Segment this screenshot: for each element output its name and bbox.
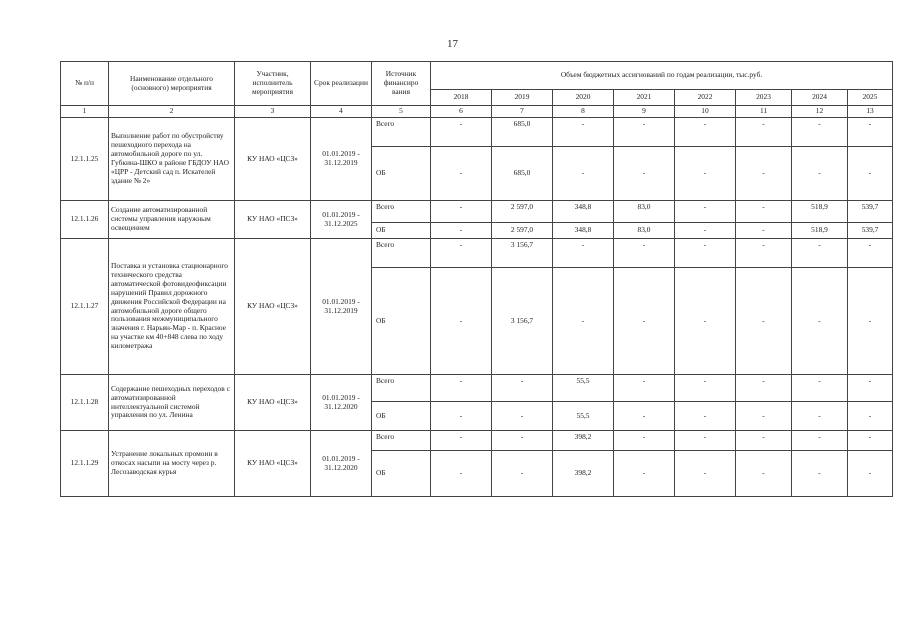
budget-value: - (736, 201, 792, 223)
budget-value: - (431, 239, 492, 268)
budget-value: - (675, 431, 736, 451)
budget-value: - (792, 239, 848, 268)
implementation-period: 01.01.2019 - 31.12.2020 (311, 431, 372, 497)
column-number: 10 (675, 106, 736, 118)
budget-value: - (675, 223, 736, 239)
budget-value: - (792, 402, 848, 431)
budget-value: - (736, 431, 792, 451)
budget-value: 55,5 (553, 402, 614, 431)
budget-value: 83,0 (614, 223, 675, 239)
column-number: 13 (848, 106, 893, 118)
budget-value: - (736, 268, 792, 375)
budget-value: - (431, 375, 492, 402)
budget-value: - (492, 402, 553, 431)
budget-value: - (614, 118, 675, 147)
funding-source: Всего (372, 118, 431, 147)
funding-source: ОБ (372, 402, 431, 431)
budget-value: - (614, 431, 675, 451)
budget-value: - (431, 223, 492, 239)
budget-value: - (736, 239, 792, 268)
budget-value: - (431, 402, 492, 431)
column-number: 8 (553, 106, 614, 118)
budget-value: - (736, 147, 792, 201)
table-row (61, 201, 893, 223)
budget-value: - (848, 118, 893, 147)
budget-value: - (431, 451, 492, 497)
implementation-period: 01.01.2019 - 31.12.2019 (311, 239, 372, 375)
budget-value: 398,2 (553, 431, 614, 451)
budget-value: - (792, 431, 848, 451)
activity-name: Поставка и установка стационарного технического средства автоматической фотовидеофиксации нарушений Правил дорожного движения Российской Федерации на автомобильной дороге общего пользования межмуниципального значения г. Нарьян-Мар - п. Красное на участке км 40+848 слева по ходу километража (109, 239, 235, 375)
column-number: 11 (736, 106, 792, 118)
budget-value: - (736, 375, 792, 402)
header-year-2020: 2020 (553, 90, 614, 106)
implementation-period: 01.01.2019 - 31.12.2020 (311, 375, 372, 431)
column-number: 6 (431, 106, 492, 118)
funding-source: ОБ (372, 268, 431, 375)
budget-value: - (431, 118, 492, 147)
budget-value: - (848, 147, 893, 201)
budget-value: - (792, 375, 848, 402)
header-year-2021: 2021 (614, 90, 675, 106)
table-header (61, 62, 893, 118)
implementation-period: 01.01.2019 - 31.12.2025 (311, 201, 372, 239)
budget-value: - (614, 147, 675, 201)
activity-name: Устранение локальных промоин в откосах насыпи на мосту через р. Лесозаводская курья (109, 431, 235, 497)
row-number: 12.1.1.29 (61, 431, 109, 497)
row-number: 12.1.1.28 (61, 375, 109, 431)
funding-source: Всего (372, 431, 431, 451)
budget-value: 3 156,7 (492, 268, 553, 375)
header-year-2023: 2023 (736, 90, 792, 106)
column-number: 5 (372, 106, 431, 118)
budget-value: - (675, 451, 736, 497)
column-number: 4 (311, 106, 372, 118)
budget-value: - (792, 451, 848, 497)
participant: КУ НАО «ЦСЗ» (235, 239, 311, 375)
funding-source: ОБ (372, 451, 431, 497)
budget-value: - (431, 201, 492, 223)
budget-value: - (553, 268, 614, 375)
header-year-2018: 2018 (431, 90, 492, 106)
implementation-period: 01.01.2019 - 31.12.2019 (311, 118, 372, 201)
budget-value: 685,0 (492, 118, 553, 147)
budget-value: - (736, 118, 792, 147)
budget-value: - (848, 451, 893, 497)
column-number: 12 (792, 106, 848, 118)
header-name: Наименование отдельного (основного) мероприятия (109, 62, 235, 106)
budget-value: - (553, 147, 614, 201)
table-row (61, 239, 893, 268)
funding-source: ОБ (372, 147, 431, 201)
budget-value: - (431, 147, 492, 201)
budget-value: 518,9 (792, 201, 848, 223)
budget-value: - (614, 268, 675, 375)
budget-value: - (614, 402, 675, 431)
budget-value: - (792, 118, 848, 147)
budget-value: - (675, 147, 736, 201)
row-number: 12.1.1.27 (61, 239, 109, 375)
budget-value: 685,0 (492, 147, 553, 201)
budget-value: - (614, 451, 675, 497)
funding-source: Всего (372, 239, 431, 268)
funding-source: ОБ (372, 223, 431, 239)
budget-value: - (848, 375, 893, 402)
header-year-2019: 2019 (492, 90, 553, 106)
activity-name: Содержание пешеходных переходов с автоматизированной интеллектуальной системой управления по ул. Ленина (109, 375, 235, 431)
budget-value: - (675, 268, 736, 375)
row-number: 12.1.1.26 (61, 201, 109, 239)
budget-value: - (792, 147, 848, 201)
header-period: Срок реализации (311, 62, 372, 106)
budget-value: - (736, 402, 792, 431)
budget-allocation-table (60, 61, 893, 497)
column-number: 2 (109, 106, 235, 118)
column-number: 9 (614, 106, 675, 118)
budget-value: 2 597,0 (492, 201, 553, 223)
table-row (61, 118, 893, 147)
budget-value: 83,0 (614, 201, 675, 223)
budget-value: 539,7 (848, 223, 893, 239)
activity-name: Выполнение работ по обустройству пешеходного перехода на автомобильной дороге по ул. Губкина-ШКО в районе ГБДОУ НАО «ЦРР - Детский сад п. Искателей здание № 2» (109, 118, 235, 201)
budget-value: 55,5 (553, 375, 614, 402)
participant: КУ НАО «ЦСЗ» (235, 431, 311, 497)
header-year-2024: 2024 (792, 90, 848, 106)
column-number: 3 (235, 106, 311, 118)
header-num: № п/п (61, 62, 109, 106)
header-participant: Участник, исполнитель мероприятия (235, 62, 311, 106)
budget-value: 3 156,7 (492, 239, 553, 268)
budget-value: - (614, 239, 675, 268)
budget-value: - (736, 223, 792, 239)
budget-value: - (675, 239, 736, 268)
funding-source: Всего (372, 375, 431, 402)
budget-value: - (675, 375, 736, 402)
budget-value: - (736, 451, 792, 497)
participant: КУ НАО «ЦСЗ» (235, 375, 311, 431)
table-row (61, 375, 893, 402)
budget-value: 518,9 (792, 223, 848, 239)
budget-value: - (431, 268, 492, 375)
row-number: 12.1.1.25 (61, 118, 109, 201)
funding-source: Всего (372, 201, 431, 223)
budget-value: - (848, 239, 893, 268)
budget-value: - (614, 375, 675, 402)
budget-value: 539,7 (848, 201, 893, 223)
activity-name: Создание автоматизированной системы управления наружным освещением (109, 201, 235, 239)
budget-value: - (675, 201, 736, 223)
budget-value: - (492, 451, 553, 497)
table-row (61, 431, 893, 451)
column-number: 1 (61, 106, 109, 118)
budget-value: - (675, 402, 736, 431)
budget-value: - (431, 431, 492, 451)
budget-value: - (848, 431, 893, 451)
budget-value: - (553, 239, 614, 268)
budget-value: - (492, 375, 553, 402)
budget-value: - (492, 431, 553, 451)
participant: КУ НАО «ПСЗ» (235, 201, 311, 239)
table-body (61, 118, 893, 497)
budget-value: - (675, 118, 736, 147)
budget-value: 348,8 (553, 223, 614, 239)
header-source: Источник финансиро вания (372, 62, 431, 106)
page-number: 17 (447, 38, 458, 50)
budget-value: - (792, 268, 848, 375)
participant: КУ НАО «ЦСЗ» (235, 118, 311, 201)
header-year-2022: 2022 (675, 90, 736, 106)
header-budget: Объем бюджетных ассигнований по годам реализации, тыс.руб. (431, 62, 893, 90)
budget-value: 348,8 (553, 201, 614, 223)
header-year-2025: 2025 (848, 90, 893, 106)
budget-value: - (848, 268, 893, 375)
budget-value: - (848, 402, 893, 431)
budget-value: - (553, 118, 614, 147)
column-number: 7 (492, 106, 553, 118)
budget-value: 398,2 (553, 451, 614, 497)
budget-value: 2 597,0 (492, 223, 553, 239)
